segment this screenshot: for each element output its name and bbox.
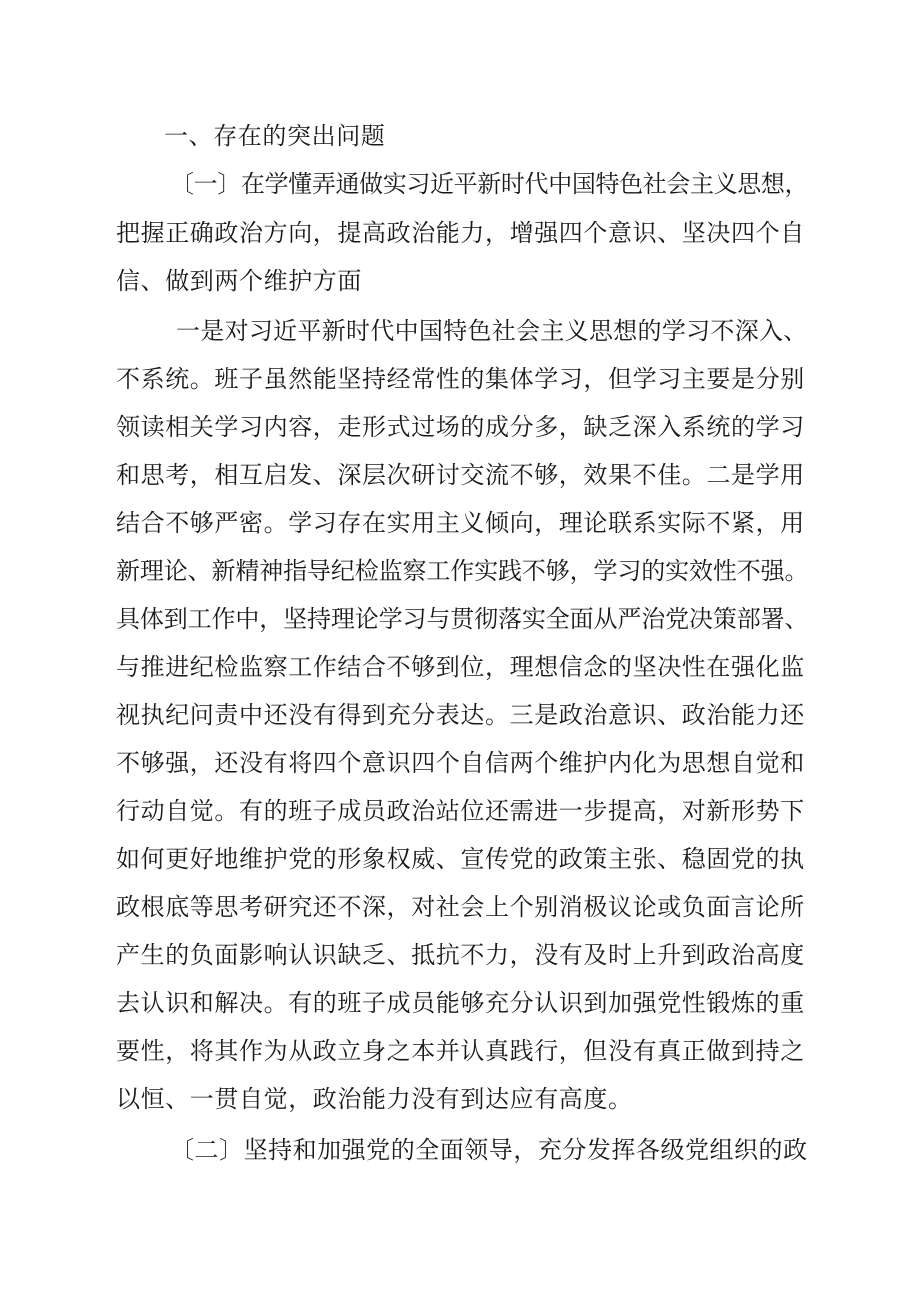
body-paragraph-line-4: 和思考，相互启发、深层次研讨交流不够，效果不佳。二是学用 <box>116 461 805 489</box>
body-paragraph-line-12: 如何更好地维护党的形象权威、宣传党的政策主张、稳固党的执 <box>116 845 805 873</box>
body-paragraph-line-9: 视执纪问责中还没有得到充分表达。三是政治意识、政治能力还 <box>116 701 805 729</box>
body-paragraph-line-6: 新理论、新精神指导纪检监察工作实践不够，学习的实效性不强。 <box>116 557 809 585</box>
subsection-one-line-3: 信、做到两个维护方面 <box>116 267 362 295</box>
body-paragraph-line-1: 一是对习近平新时代中国特色社会主义思想的学习不深入、 <box>176 317 808 345</box>
section-heading: 一、存在的突出问题 <box>164 122 386 150</box>
body-paragraph-line-14: 产生的负面影响认识缺乏、抵抗不力，没有及时上升到政治高度 <box>116 941 805 969</box>
body-paragraph-line-11: 行动自觉。有的班子成员政治站位还需进一步提高，对新形势下 <box>116 797 805 825</box>
body-paragraph-line-16: 要性，将其作为从政立身之本并认真践行，但没有真正做到持之 <box>116 1037 805 1065</box>
body-paragraph-line-8: 与推进纪检监察工作结合不够到位，理想信念的坚决性在强化监 <box>116 653 805 681</box>
body-paragraph-line-10: 不够强，还没有将四个意识四个自信两个维护内化为思想自觉和 <box>116 749 805 777</box>
body-paragraph-line-3: 领读相关学习内容，走形式过场的成分多，缺乏深入系统的学习 <box>116 413 805 441</box>
subsection-two-line-1: 〔二〕坚持和加强党的全面领导，充分发挥各级党组织的政 <box>170 1136 808 1164</box>
subsection-one-line-1: 〔一〕在学懂弄通做实习近平新时代中国特色社会主义思想， <box>170 170 809 198</box>
subsection-one-line-2: 把握正确政治方向，提高政治能力，增强四个意识、坚决四个自 <box>116 219 805 247</box>
body-paragraph-line-17: 以恒、一贯自觉，政治能力没有到达应有高度。 <box>116 1085 633 1113</box>
body-paragraph-line-5: 结合不够严密。学习存在实用主义倾向，理论联系实际不紧，用 <box>116 509 805 537</box>
body-paragraph-line-2: 不系统。班子虽然能坚持经常性的集体学习，但学习主要是分别 <box>116 365 805 393</box>
body-paragraph-line-15: 去认识和解决。有的班子成员能够充分认识到加强党性锻炼的重 <box>116 989 805 1017</box>
body-paragraph-line-13: 政根底等思考研究还不深，对社会上个别消极议论或负面言论所 <box>116 893 805 921</box>
body-paragraph-line-7: 具体到工作中，坚持理论学习与贯彻落实全面从严治党决策部署、 <box>116 605 809 633</box>
